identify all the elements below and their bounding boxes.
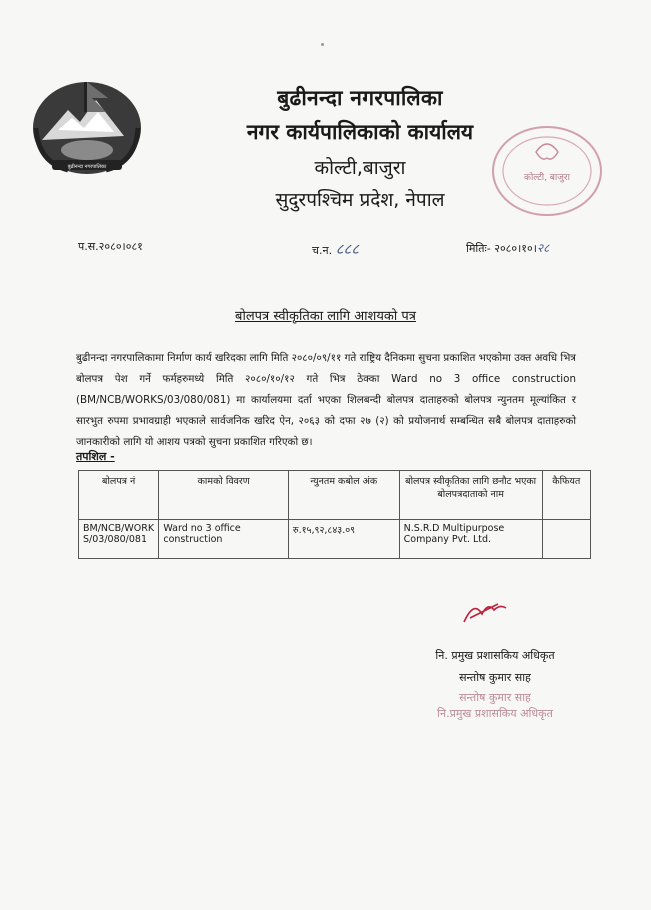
name-stamp: सन्तोष कुमार साह: [459, 691, 531, 704]
punch-dot: [321, 43, 324, 46]
col-selected-bidder: बोलपत्र स्वीकृतिका लागि छनौट भएका बोलपत्रदाताको नाम: [399, 471, 542, 520]
col-min-bid-amount: न्युनतम कबोल अंक: [288, 471, 399, 520]
emblem-label: बुढीनन्दा नगरपालिका: [67, 164, 107, 170]
date-handwritten: २८: [536, 241, 550, 255]
chalani-number: [312, 239, 359, 259]
seal-text: कोल्टी, बाजुरा: [524, 173, 570, 183]
details-table: [78, 470, 591, 559]
signatory-name: सन्तोष कुमार साह: [459, 671, 531, 684]
office-seal-stamp: [488, 122, 606, 220]
cell-remarks: [542, 520, 590, 559]
col-bid-number: बोलपत्र नं: [79, 471, 159, 520]
nepal-emblem-icon: [28, 70, 146, 178]
col-work-description: कामको विवरण: [159, 471, 289, 520]
cell-selected-bidder: N.S.R.D Multipurpose Company Pvt. Ltd.: [399, 520, 542, 559]
subject-line: [0, 306, 651, 324]
patra-sankhya: प.स.२०८०।०८१: [78, 240, 143, 253]
chalani-label: च.न.: [312, 244, 333, 257]
date-label: मितिः- २०८०।१०।: [466, 242, 537, 255]
office-address: कोल्टी,बाजुरा: [314, 157, 406, 179]
col-remarks: कैफियत: [542, 471, 590, 520]
cell-bid-number: BM/NCB/WORKS/03/080/081: [79, 520, 159, 559]
org-name: बुढीनन्दा नगरपालिका: [277, 86, 443, 110]
subject-text: बोलपत्र स्वीकृतिका लागि आशयको पत्र: [235, 309, 416, 324]
table-label: तपशिल -: [76, 450, 115, 463]
chalani-handwritten: ८८८: [335, 240, 359, 258]
office-province: सुदुरपश्चिम प्रदेश, नेपाल: [275, 189, 445, 211]
table-header-row: [79, 471, 591, 520]
designation-stamp: नि.प्रमुख प्रशासकिय अधिकृत: [437, 707, 553, 720]
table-row: [79, 520, 591, 559]
body-paragraph: बुढीनन्दा नगरपालिकामा निर्माण कार्य खरिदका लागि मिति २०८०/०९/११ गते राष्ट्रिय दैनिकमा सुचना प्रकाशित भएकोमा उक्त अवधि भित्र बोलपत्र पेश गर्ने फर्महरुमध्ये मिति २०८०/१०/१२ गते भित्र ठेक्का Ward no 3 office construction (BM/NCB/WORKS/03/080/081) मा कार्यालयमा दर्ता भएका शिलबन्दी बोलपत्र दाताहरुको बोलपत्र न्युनतम मूल्यांकित र सारभुत रुपमा प्रभावग्राही भएकाले सार्वजनिक खरिद ऐन, २०६३ को दफा २७ (२) को प्रयोजनार्थ सम्बन्धित सबै बोलपत्र दाताहरुको जानकारीको लागि यो आशय पत्रको सुचना प्रकाशित गरिएको छ।: [76, 352, 576, 448]
signatory-designation: नि. प्रमुख प्रशासकिय अधिकृत: [435, 649, 555, 662]
cell-work-description: Ward no 3 office construction: [159, 520, 289, 559]
date: [466, 239, 549, 256]
signature-mark: [460, 596, 510, 626]
office-name: नगर कार्यपालिकाको कार्यालय: [246, 120, 474, 144]
cell-min-bid-amount: रु.१५,९२,८४३.०९: [288, 520, 399, 559]
